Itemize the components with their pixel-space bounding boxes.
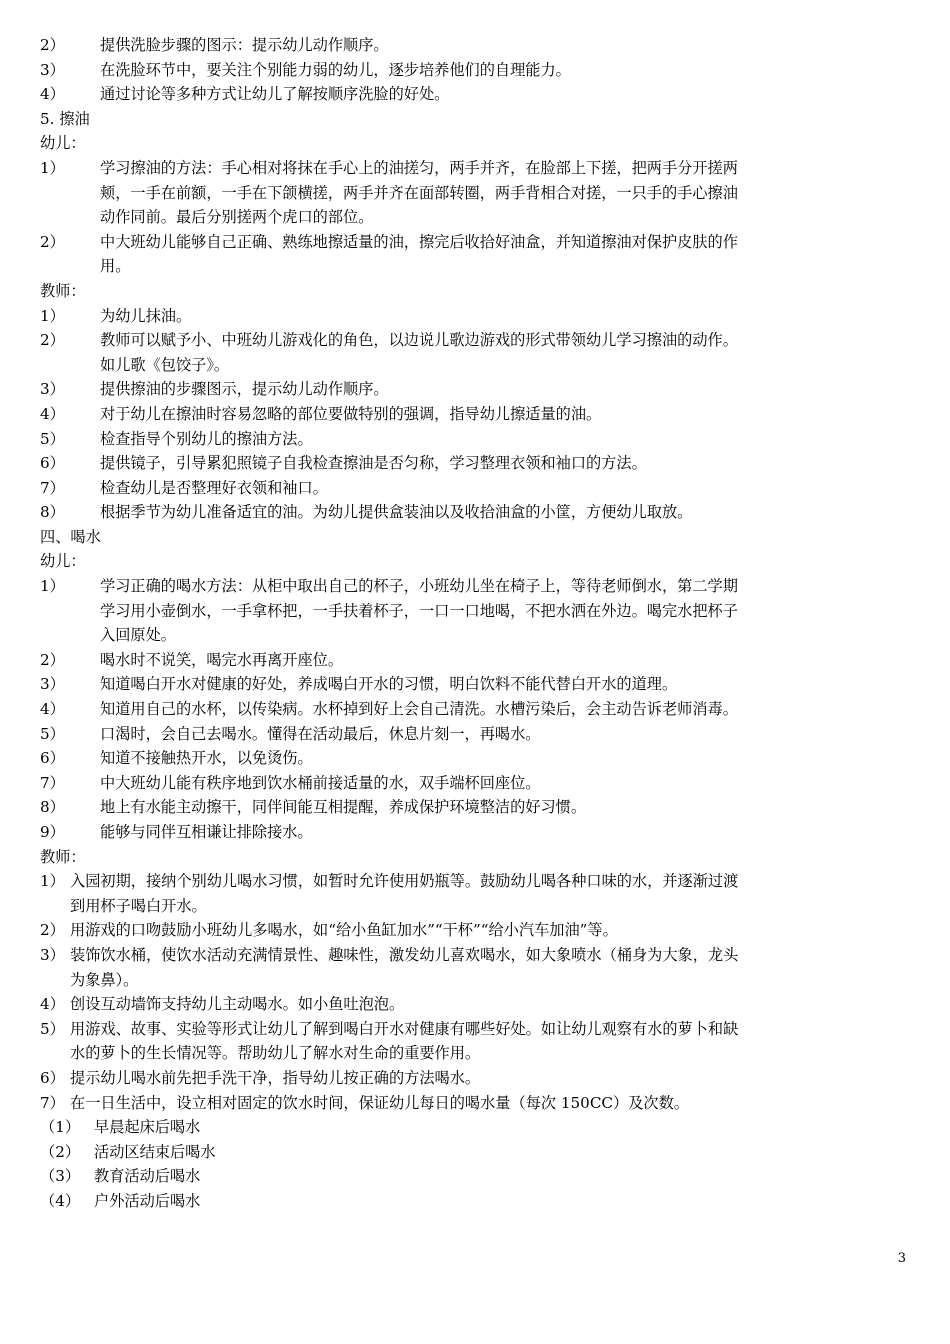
list-item <box>40 1189 920 1214</box>
list-item <box>40 500 920 525</box>
list-item <box>40 230 920 279</box>
list-item-text: 中大班幼儿能够自己正确、熟练地擦适量的油，擦完后收拾好油盒，并知道擦油对保护皮肤的作 <box>100 232 738 251</box>
list-item-text: 创设互动墙饰支持幼儿主动喝水。如小鱼吐泡泡。 <box>70 995 405 1014</box>
list-item <box>40 869 920 918</box>
list-item-text: 提供洗脸步骤的图示：提示幼儿动作顺序。 <box>100 36 389 54</box>
list-item-text: 颊，一手在前额，一手在下颌横搓，两手并齐在面部转圈，两手背相合对搓，一只手的手心擦油 <box>100 183 738 202</box>
list-item-text: 提供镜子，引导累犯照镜子自我检查擦油是否匀称，学习整理衣领和袖口的方法。 <box>100 454 647 473</box>
page-number: 3 <box>897 1251 906 1266</box>
list-number: 4） <box>40 404 65 423</box>
list-item-text: 学习擦油的方法：手心相对将抹在手心上的油搓匀，两手并齐，在脸部上下搓，把两手分开搓两 <box>100 158 738 177</box>
list-item-text: 到用杯子喝白开水。 <box>70 896 207 915</box>
list-item-text: 学习用小壶倒水，一手拿杯把，一手扶着杯子，一口一口地喝，不把水洒在外边。喝完水把杯子 <box>100 601 738 620</box>
list-item <box>40 451 920 476</box>
list-number: 2） <box>40 36 65 54</box>
list-item-text: 提示幼儿喝水前先把手洗干净，指导幼儿按正确的方法喝水。 <box>70 1068 481 1087</box>
list-number: 6） <box>40 454 65 473</box>
list-number: 7） <box>40 478 65 497</box>
list-item-text: 教育活动后喝水 <box>94 1167 201 1186</box>
list-item <box>40 156 920 230</box>
list-item-text: 学习正确的喝水方法：从柜中取出自己的杯子，小班幼儿坐在椅子上，等待老师倒水，第二学期 <box>100 577 738 596</box>
list-item <box>40 82 920 107</box>
list-item-text: 如儿歌《包饺子》。 <box>100 355 230 374</box>
list-item-text: 户外活动后喝水 <box>94 1191 201 1210</box>
list-item <box>40 304 920 329</box>
list-number: （3） <box>40 1167 81 1186</box>
list-item-text: 入回原处。 <box>100 626 176 645</box>
list-item-text: 喝水时不说笑，喝完水再离开座位。 <box>100 650 343 669</box>
list-number: 6） <box>40 1068 65 1087</box>
list-number: 4） <box>40 995 65 1014</box>
list-item <box>40 1115 920 1140</box>
document-body <box>40 33 920 1214</box>
list-item-text: 知道用自己的水杯，以传染病。水杯掉到好上会自己清洗。水槽污染后，会主动告诉老师消毒。 <box>100 700 738 719</box>
list-number: 8） <box>40 503 65 522</box>
list-item-text: 检查指导个别幼儿的擦油方法。 <box>100 429 313 448</box>
list-item <box>40 722 920 747</box>
list-item-text: 装饰饮水桶，使饮水活动充满情景性、趣味性，激发幼儿喜欢喝水，如大象喷水（桶身为大象，龙头 <box>70 945 739 964</box>
list-item-text: 通过讨论等多种方式让幼儿了解按顺序洗脸的好处。 <box>100 85 450 104</box>
list-item <box>40 1091 920 1116</box>
list-number: （4） <box>40 1191 81 1210</box>
list-item-text: 在一日生活中，设立相对固定的饮水时间，保证幼儿每日的喝水量（每次 150CC）及次数。 <box>70 1093 689 1112</box>
list-number: 5） <box>40 724 65 743</box>
list-item <box>40 648 920 673</box>
section-heading: 幼儿： <box>40 552 86 571</box>
section-heading: 5. 擦油 <box>40 109 90 128</box>
section-heading: 教师： <box>40 847 86 866</box>
list-item <box>40 1140 920 1165</box>
list-number: 2） <box>40 331 65 350</box>
list-item <box>40 33 920 58</box>
list-item-text: 为幼儿抹油。 <box>100 306 192 325</box>
list-item <box>40 574 920 648</box>
list-item-text: 地上有水能主动擦干，同伴间能互相提醒，养成保护环境整洁的好习惯。 <box>100 798 586 817</box>
list-number: 2） <box>40 921 65 940</box>
list-item <box>40 771 920 796</box>
list-number: 4） <box>40 85 65 104</box>
list-number: 1） <box>40 158 65 177</box>
list-item-text: 活动区结束后喝水 <box>94 1142 216 1161</box>
list-number: 3） <box>40 60 65 79</box>
list-item <box>40 1164 920 1189</box>
list-item <box>40 476 920 501</box>
list-item-text: 为象鼻）。 <box>70 970 139 989</box>
list-number: 1） <box>40 577 65 596</box>
list-number: 9） <box>40 823 65 841</box>
list-number: 4） <box>40 700 65 719</box>
list-number: 3） <box>40 675 65 694</box>
list-number: 5） <box>40 1019 65 1038</box>
list-item <box>40 943 920 992</box>
list-item <box>40 746 920 771</box>
list-item-text: 教师可以赋予小、中班幼儿游戏化的角色，以边说儿歌边游戏的形式带领幼儿学习擦油的动作。 <box>100 331 738 350</box>
list-item-text: 用游戏的口吻鼓励小班幼儿多喝水，如“给小鱼缸加水”“干杯”“给小汽车加油”等。 <box>70 921 618 940</box>
list-number: 7） <box>40 1093 65 1112</box>
section-heading: 教师： <box>40 281 86 300</box>
list-item <box>40 795 920 820</box>
list-item-text: 能够与同伴互相谦让排除接水。 <box>100 823 313 841</box>
list-item-text: 检查幼儿是否整理好衣领和袖口。 <box>100 478 328 497</box>
list-number: 8） <box>40 798 65 817</box>
list-item-text: 动作同前。最后分别搓两个虎口的部位。 <box>100 208 374 227</box>
list-item-text: 用游戏、故事、实验等形式让幼儿了解到喝白开水对健康有哪些好处。如让幼儿观察有水的萝卜和缺 <box>70 1019 739 1038</box>
list-number: 5） <box>40 429 65 448</box>
list-item <box>40 992 920 1017</box>
list-item <box>40 58 920 83</box>
list-item-text: 提供擦油的步骤图示，提示幼儿动作顺序。 <box>100 380 389 399</box>
list-item-text: 口渴时，会自己去喝水。懂得在活动最后，休息片刻一，再喝水。 <box>100 724 541 743</box>
list-item-text: 知道不接触热开水，以免烫伤。 <box>100 749 313 768</box>
list-item <box>40 1066 920 1091</box>
list-number: 2） <box>40 232 65 251</box>
list-number: 3） <box>40 380 65 399</box>
list-number: 2） <box>40 650 65 669</box>
section-heading: 四、喝水 <box>40 527 101 546</box>
list-item-text: 在洗脸环节中，要关注个别能力弱的幼儿，逐步培养他们的自理能力。 <box>100 60 571 79</box>
list-item <box>40 697 920 722</box>
list-item <box>40 402 920 427</box>
list-number: 6） <box>40 749 65 768</box>
list-item-text: 根据季节为幼儿准备适宜的油。为幼儿提供盒装油以及收拾油盒的小筐，方便幼儿取放。 <box>100 503 693 522</box>
list-item-text: 入园初期，接纳个别幼儿喝水习惯，如暂时允许使用奶瓶等。鼓励幼儿喝各种口味的水，并逐渐过渡 <box>70 872 739 891</box>
list-item <box>40 672 920 697</box>
list-item-text: 中大班幼儿能有秩序地到饮水桶前接适量的水，双手端杯回座位。 <box>100 773 541 792</box>
list-item <box>40 328 920 377</box>
list-number: （2） <box>40 1142 81 1161</box>
list-item-text: 早晨起床后喝水 <box>94 1118 201 1137</box>
list-item-text: 知道喝白开水对健康的好处，养成喝白开水的习惯，明白饮料不能代替白开水的道理。 <box>100 675 678 694</box>
list-item <box>40 918 920 943</box>
list-number: 1） <box>40 872 65 891</box>
list-item-text: 对于幼儿在擦油时容易忽略的部位要做特别的强调，指导幼儿擦适量的油。 <box>100 404 602 423</box>
list-number: 3） <box>40 945 65 964</box>
list-number: 7） <box>40 773 65 792</box>
list-number: （1） <box>40 1118 81 1137</box>
list-item <box>40 377 920 402</box>
list-item <box>40 820 920 845</box>
list-item-text: 水的萝卜的生长情况等。帮助幼儿了解水对生命的重要作用。 <box>70 1044 481 1063</box>
section-heading: 幼儿： <box>40 134 86 153</box>
list-number: 1） <box>40 306 65 325</box>
list-item-text: 用。 <box>100 257 131 276</box>
list-item <box>40 427 920 452</box>
list-item <box>40 1017 920 1066</box>
